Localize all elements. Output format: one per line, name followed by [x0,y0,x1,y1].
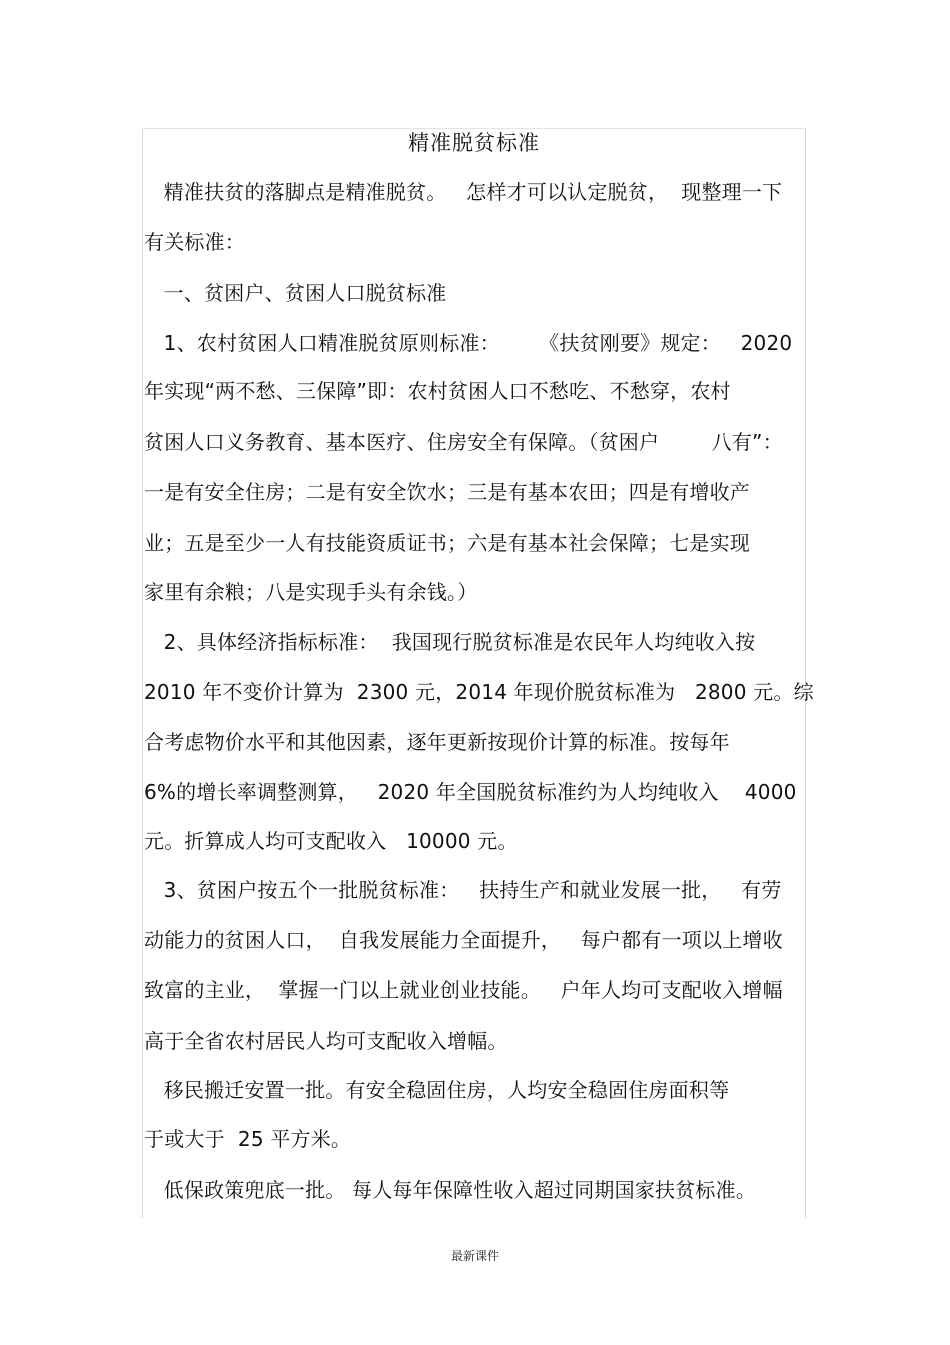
paragraph-line: 合考虑物价水平和其他因素，逐年更新按现价计算的标准。按每年 [144,730,730,754]
paragraph-line: 移民搬迁安置一批。有安全稳固住房，人均安全稳固住房面积等 [144,1078,730,1102]
paragraph-line: 低保政策兜底一批。 每人每年保障性收入超过同期国家扶贫标准。 [144,1178,757,1202]
paragraph-line: 1、农村贫困人口精准脱贫原则标准： 《扶贫刚要》规定： 2020 [144,331,793,355]
paragraph-line: 一是有安全住房；二是有安全饮水；三是有基本农田；四是有增收产 [144,480,750,504]
paragraph-line: 元。折算成人均可支配收入 10000 元。 [144,829,518,853]
paragraph-line: 致富的主业， 掌握一门以上就业创业技能。 户年人均可支配收入增幅 [144,978,783,1002]
paragraph-line: 年实现“两不愁、三保障”即：农村贫困人口不愁吃、不愁穿，农村 [144,379,731,403]
paragraph-line: 精准扶贫的落脚点是精准脱贫。 怎样才可以认定脱贫， 现整理一下 [144,180,783,204]
paragraph-line: 2、具体经济指标标准： 我国现行脱贫标准是农民年人均纯收入按 [144,630,756,654]
paragraph-line: 动能力的贫困人口， 自我发展能力全面提升， 每户都有一项以上增收 [144,928,783,952]
document-title: 精准脱贫标准 [408,131,540,155]
paragraph-line: 3、贫困户按五个一批脱贫标准： 扶持生产和就业发展一批， 有劳 [144,878,782,902]
paragraph-line: 2010 年不变价计算为 2300 元，2014 年现价脱贫标准为 2800 元。综 [144,680,814,704]
section-heading: 一、贫困户、贫困人口脱贫标准 [144,281,447,305]
paragraph-line: 业；五是至少一人有技能资质证书；六是有基本社会保障；七是实现 [144,531,750,555]
paragraph-line: 贫困人口义务教育、基本医疗、住房安全有保障。（贫困户 八有”： [144,430,783,454]
paragraph-line: 于或大于 25 平方米。 [144,1127,352,1151]
page-footer: 最新课件 [450,1249,499,1263]
paragraph-line: 有关标准： [144,230,245,254]
paragraph-line: 6%的增长率调整测算， 2020 年全国脱贫标准约为人均纯收入 4000 [144,780,797,804]
paragraph-line: 家里有余粮；八是实现手头有余钱。） [144,580,478,604]
paragraph-line: 高于全省农村居民人均可支配收入增幅。 [144,1029,508,1053]
